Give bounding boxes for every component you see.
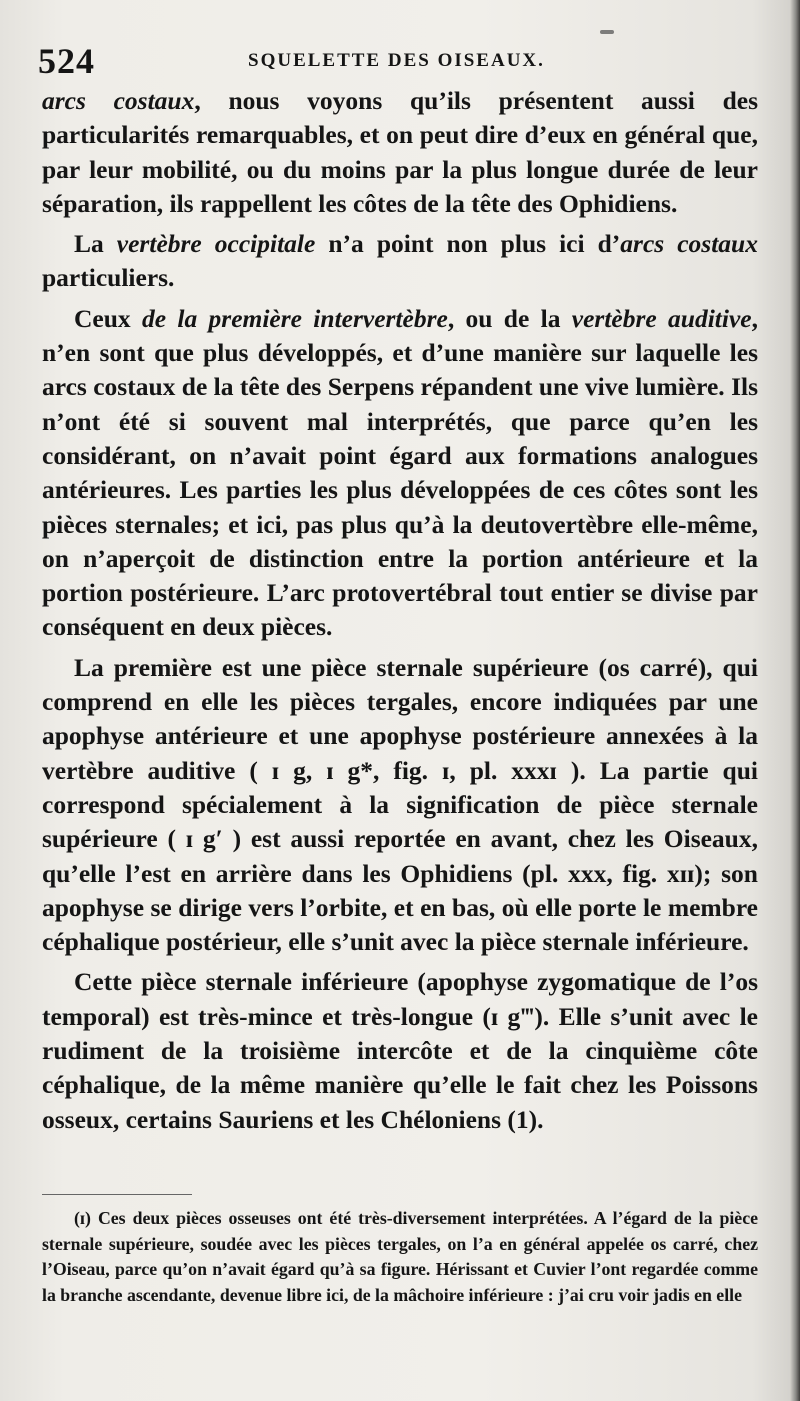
paragraph-3-italic-a: de la première intervertèbre bbox=[141, 303, 448, 333]
paragraph-5 bbox=[42, 965, 758, 1136]
page-header bbox=[38, 40, 758, 84]
paragraph-1-text: , nous voyons qu’ils présentent aussi des particularités remarquables, et on peut dire d’eux en général que, par leur mobilité, ou du moins par la plus longue durée de leur séparation, ils rappellent les côtes de la tête des Ophidiens. bbox=[42, 86, 758, 218]
ink-mark bbox=[600, 30, 614, 34]
paragraph-2-italic-b: arcs costaux bbox=[620, 229, 758, 259]
paragraph-4-text: La première est une pièce sternale supérieure (os carré), qui comprend en elle les pièces tergales, encore indiquées par une apophyse antérieure et une apophyse postérieure annexées à la vertèbre auditive ( ɪ g, ɪ g*, fig. ɪ, pl. xxxɪ ). La partie qui correspond spécialement à la signification de pièce sternale supérieure ( ɪ g′ ) est aussi reportée en avant, chez les Oiseaux, qu’elle l’est en arrière dans les Ophidiens (pl. xxx, fig. xɪɪ); son apophyse se dirige vers l’orbite, et en bas, où elle porte le membre céphalique postérieur, elle s’unit avec la pièce sternale inférieure. bbox=[42, 652, 758, 957]
footnote-text: (ɪ) Ces deux pièces osseuses ont été très-diversement interprétées. A l’égard de la pièce sternale supérieure, soudée avec les pièces tergales, on l’a en général appelée os carré, chez l’Oiseau, parce qu’on n’avait égard qu’à sa figure. Hérissant et Cuvier l’ont regardée comme la branche ascendante, devenue libre ici, de la mâchoire inférieure : j’ai cru voir jadis en elle bbox=[42, 1208, 758, 1305]
footnote bbox=[42, 1206, 758, 1308]
main-text bbox=[42, 84, 758, 1137]
paragraph-3-text-a: Ceux bbox=[74, 303, 142, 333]
paragraph-5-text: Cette pièce sternale inférieure (apophyse zygomatique de l’os temporal) est très-mince et très-longue (ɪ g‴). Elle s’unit avec le rudiment de la troisième intercôte et de la cinquième côte céphalique, de la même manière qu’elle le fait chez les Poissons osseux, certains Sauriens et les Chéloniens (1). bbox=[42, 967, 758, 1134]
paragraph-2-text-b: n’a point non plus ici d’ bbox=[315, 229, 621, 259]
footnote-rule bbox=[42, 1194, 192, 1195]
paragraph-2-text-c: particuliers. bbox=[42, 263, 175, 293]
page-edge-shadow bbox=[790, 0, 800, 1401]
paragraph-3 bbox=[42, 302, 758, 645]
paragraph-2-text-a: La bbox=[74, 229, 117, 259]
paragraph-3-italic-b: vertèbre auditive bbox=[571, 303, 752, 333]
paragraph-3-text-c: , n’en sont que plus développés, et d’une manière sur laquelle les arcs costaux de la tête des Serpens répandent une vive lumière. Ils n’ont été si souvent mal interprétés, que parce qu’en les considérant, on n’avait point égard aux formations analogues antérieures. Les parties les plus développées de ces côtes sont les pièces sternales; et ici, pas plus qu’à la deutovertèbre elle-même, on n’aperçoit de distinction entre la portion antérieure et la portion postérieure. L’arc protovertébral tout entier se divise par conséquent en deux pièces. bbox=[42, 303, 758, 642]
running-head: SQUELETTE DES OISEAUX. bbox=[248, 50, 545, 71]
paragraph-2 bbox=[42, 227, 758, 296]
paragraph-3-text-b: , ou de la bbox=[447, 303, 572, 333]
paragraph-4 bbox=[42, 651, 758, 960]
paragraph-2-italic-a: vertèbre occipitale bbox=[116, 229, 316, 259]
paragraph-1 bbox=[42, 84, 758, 221]
paragraph-1-italic: arcs costaux bbox=[42, 86, 195, 115]
page-number: 524 bbox=[38, 41, 95, 81]
